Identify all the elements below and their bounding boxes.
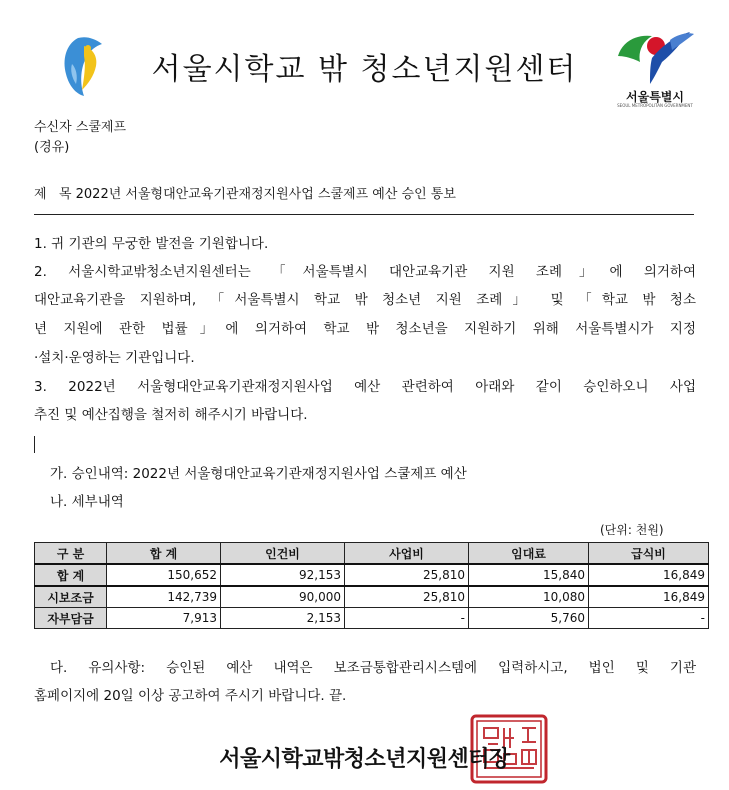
row-label: 자부담금 bbox=[35, 608, 107, 629]
table-cell: 10,080 bbox=[469, 586, 589, 608]
item-b: 나. 세부내역 bbox=[50, 494, 124, 510]
table-cell: 15,840 bbox=[469, 564, 589, 586]
table-cell: 150,652 bbox=[107, 564, 221, 586]
table-header: 급식비 bbox=[589, 543, 709, 565]
paragraph-2-line-3: 년 지원에 관한 법률」에 의거하여 학교 밖 청소년을 지원하기 위해 서울특별시가 지정 bbox=[34, 321, 696, 337]
table-row bbox=[35, 608, 709, 629]
paragraph-2-line-4: ·설치·운영하는 기관입니다. bbox=[34, 350, 195, 366]
seoul-logo-text: 서울특별시 bbox=[626, 90, 684, 104]
recipient: 수신자 스쿨제프 bbox=[34, 120, 127, 135]
table-cell: 90,000 bbox=[221, 586, 345, 608]
table-cell: 25,810 bbox=[345, 564, 469, 586]
item-a: 가. 승인내역: 2022년 서울형대안교육기관재정지원사업 스쿨제프 예산 bbox=[50, 466, 467, 482]
paragraph-3-line-2: 추진 및 예산집행을 철저히 해주시기 바랍니다. bbox=[34, 407, 308, 423]
table-cell: 25,810 bbox=[345, 586, 469, 608]
signatory: 서울시학교밖청소년지원센터장 bbox=[219, 747, 510, 772]
item-c-line-2: 홈페이지에 20일 이상 공고하여 주시기 바랍니다. 끝. bbox=[34, 688, 347, 704]
seoul-logo-subtext: SEOUL METROPOLITAN GOVERNMENT bbox=[617, 103, 693, 108]
table-row bbox=[35, 564, 709, 586]
table-cell: 16,849 bbox=[589, 564, 709, 586]
table-header: 임대료 bbox=[469, 543, 589, 565]
table-header: 인건비 bbox=[221, 543, 345, 565]
paragraph-2-line-1: 2. 서울시학교밖청소년지원센터는 「서울특별시 대안교육기관 지원 조례」에 의거하여 bbox=[34, 264, 696, 280]
row-label: 시보조금 bbox=[35, 586, 107, 608]
table-header: 합 계 bbox=[107, 543, 221, 565]
table-header: 사업비 bbox=[345, 543, 469, 565]
table-header-row bbox=[35, 543, 709, 565]
table-cell: 2,153 bbox=[221, 608, 345, 629]
budget-table bbox=[34, 542, 709, 629]
paragraph-1: 1. 귀 기관의 무궁한 발전을 기원합니다. bbox=[34, 236, 269, 252]
paragraph-3-line-1: 3. 2022년 서울형대안교육기관재정지원사업 예산 관련하여 아래와 같이 승인하오니 사업 bbox=[34, 379, 696, 395]
table-cell: 142,739 bbox=[107, 586, 221, 608]
table-cell: 16,849 bbox=[589, 586, 709, 608]
item-c-line-1: 다. 유의사항: 승인된 예산 내역은 보조금통합관리시스템에 입력하시고, 법인 및 기관 bbox=[50, 660, 696, 676]
table-cell: - bbox=[345, 608, 469, 629]
table-header: 구 분 bbox=[35, 543, 107, 565]
via: (경유) bbox=[34, 140, 70, 155]
table-cell: 92,153 bbox=[221, 564, 345, 586]
table-cell: 7,913 bbox=[107, 608, 221, 629]
text-cursor bbox=[34, 436, 35, 453]
divider bbox=[34, 214, 694, 215]
table-cell: - bbox=[589, 608, 709, 629]
unit-label: (단위: 천원) bbox=[600, 523, 664, 537]
page-title: 서울시학교 밖 청소년지원센터 bbox=[151, 52, 578, 87]
row-label: 합 계 bbox=[35, 564, 107, 586]
table-cell: 5,760 bbox=[469, 608, 589, 629]
subject: 제 목 2022년 서울형대안교육기관재정지원사업 스쿨제프 예산 승인 통보 bbox=[34, 187, 456, 202]
paragraph-2-line-2: 대안교육기관을 지원하며, 「서울특별시 학교 밖 청소년 지원 조례」 및 「학교 밖 청소 bbox=[34, 292, 696, 308]
table-row bbox=[35, 586, 709, 608]
